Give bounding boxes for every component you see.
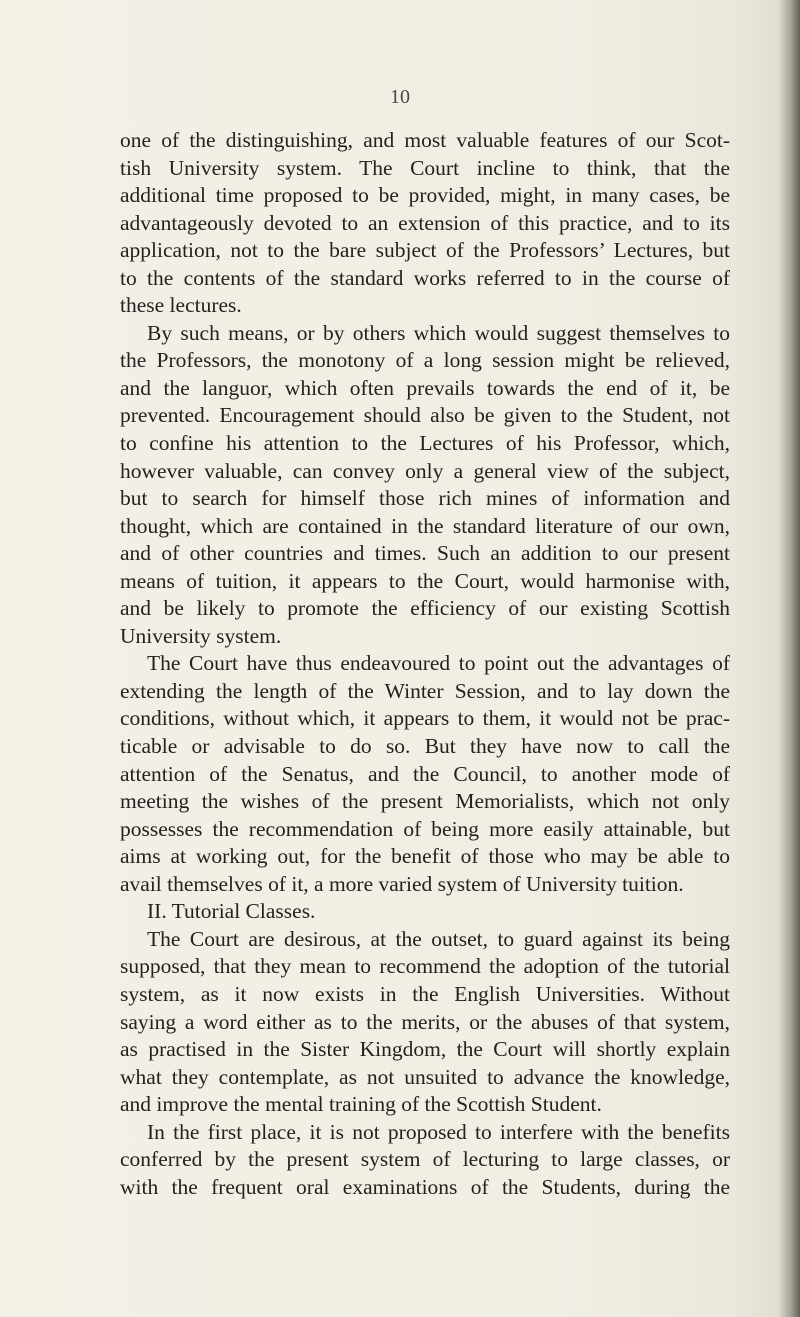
text-line: and the languor, which often prevails towards the end of it, be bbox=[120, 375, 730, 400]
page-edge-shadow bbox=[778, 0, 800, 1317]
text-line: In the first place, it is not proposed to interfere with the benefits bbox=[147, 1119, 730, 1144]
text-line: meeting the wishes of the present Memorialists, which not only bbox=[120, 789, 730, 814]
text-line: application, not to the bare subject of the Professors’ Lectures, but bbox=[120, 238, 730, 263]
text-line: The Court have thus endeavoured to point out the advantages of bbox=[147, 651, 730, 676]
text-line: By such means, or by others which would suggest themselves to bbox=[147, 320, 730, 345]
body-text bbox=[120, 127, 730, 1201]
page-number: 10 bbox=[390, 86, 410, 108]
text-line: prevented. Encouragement should also be given to the Student, not bbox=[120, 403, 730, 428]
text-line: with the frequent oral examinations of the Students, during the bbox=[120, 1174, 730, 1199]
text-line: saying a word either as to the merits, or the abuses of that system, bbox=[120, 1009, 730, 1034]
text-line: to the contents of the standard works referred to in the course of bbox=[120, 265, 730, 290]
text-line: extending the length of the Winter Session, and to lay down the bbox=[120, 678, 730, 703]
text-line: and be likely to promote the efficiency of our existing Scottish bbox=[120, 596, 730, 621]
text-line: but to search for himself those rich mines of information and bbox=[120, 486, 730, 511]
text-line: system, as it now exists in the English Universities. Without bbox=[120, 981, 730, 1006]
text-line: aims at working out, for the benefit of those who may be able to bbox=[120, 844, 730, 869]
text-line: The Court are desirous, at the outset, to guard against its being bbox=[147, 926, 730, 951]
text-line: the Professors, the monotony of a long session might be relieved, bbox=[120, 348, 730, 373]
text-line: possesses the recommendation of being more easily attainable, but bbox=[120, 816, 730, 841]
text-line: tish University system. The Court incline to think, that the bbox=[120, 155, 730, 180]
section-heading: II. Tutorial Classes. bbox=[147, 899, 316, 924]
text-line: conditions, without which, it appears to them, it would not be prac- bbox=[120, 706, 730, 731]
text-line: supposed, that they mean to recommend the adoption of the tutorial bbox=[120, 954, 730, 979]
text-line: avail themselves of it, a more varied system of University tuition. bbox=[120, 871, 684, 896]
text-line: these lectures. bbox=[120, 293, 242, 318]
text-line: to confine his attention to the Lectures of his Professor, which, bbox=[120, 431, 730, 456]
text-line: as practised in the Sister Kingdom, the Court will shortly explain bbox=[120, 1037, 730, 1062]
text-line: additional time proposed to be provided, might, in many cases, be bbox=[120, 183, 730, 208]
text-line: however valuable, can convey only a general view of the subject, bbox=[120, 458, 730, 483]
text-line: ticable or advisable to do so. But they have now to call the bbox=[120, 734, 730, 759]
text-line: University system. bbox=[120, 623, 282, 648]
text-line: one of the distinguishing, and most valuable features of our Scot- bbox=[120, 128, 730, 152]
text-line: what they contemplate, as not unsuited to advance the knowledge, bbox=[120, 1064, 730, 1089]
text-line: advantageously devoted to an extension of this practice, and to its bbox=[120, 210, 730, 235]
text-line: and improve the mental training of the Scottish Student. bbox=[120, 1092, 602, 1117]
text-line: conferred by the present system of lecturing to large classes, or bbox=[120, 1147, 730, 1172]
text-line: and of other countries and times. Such an addition to our present bbox=[120, 541, 730, 566]
text-line: thought, which are contained in the standard literature of our own, bbox=[120, 513, 730, 538]
text-line: means of tuition, it appears to the Court, would harmonise with, bbox=[120, 568, 730, 593]
text-line: attention of the Senatus, and the Council, to another mode of bbox=[120, 761, 730, 786]
